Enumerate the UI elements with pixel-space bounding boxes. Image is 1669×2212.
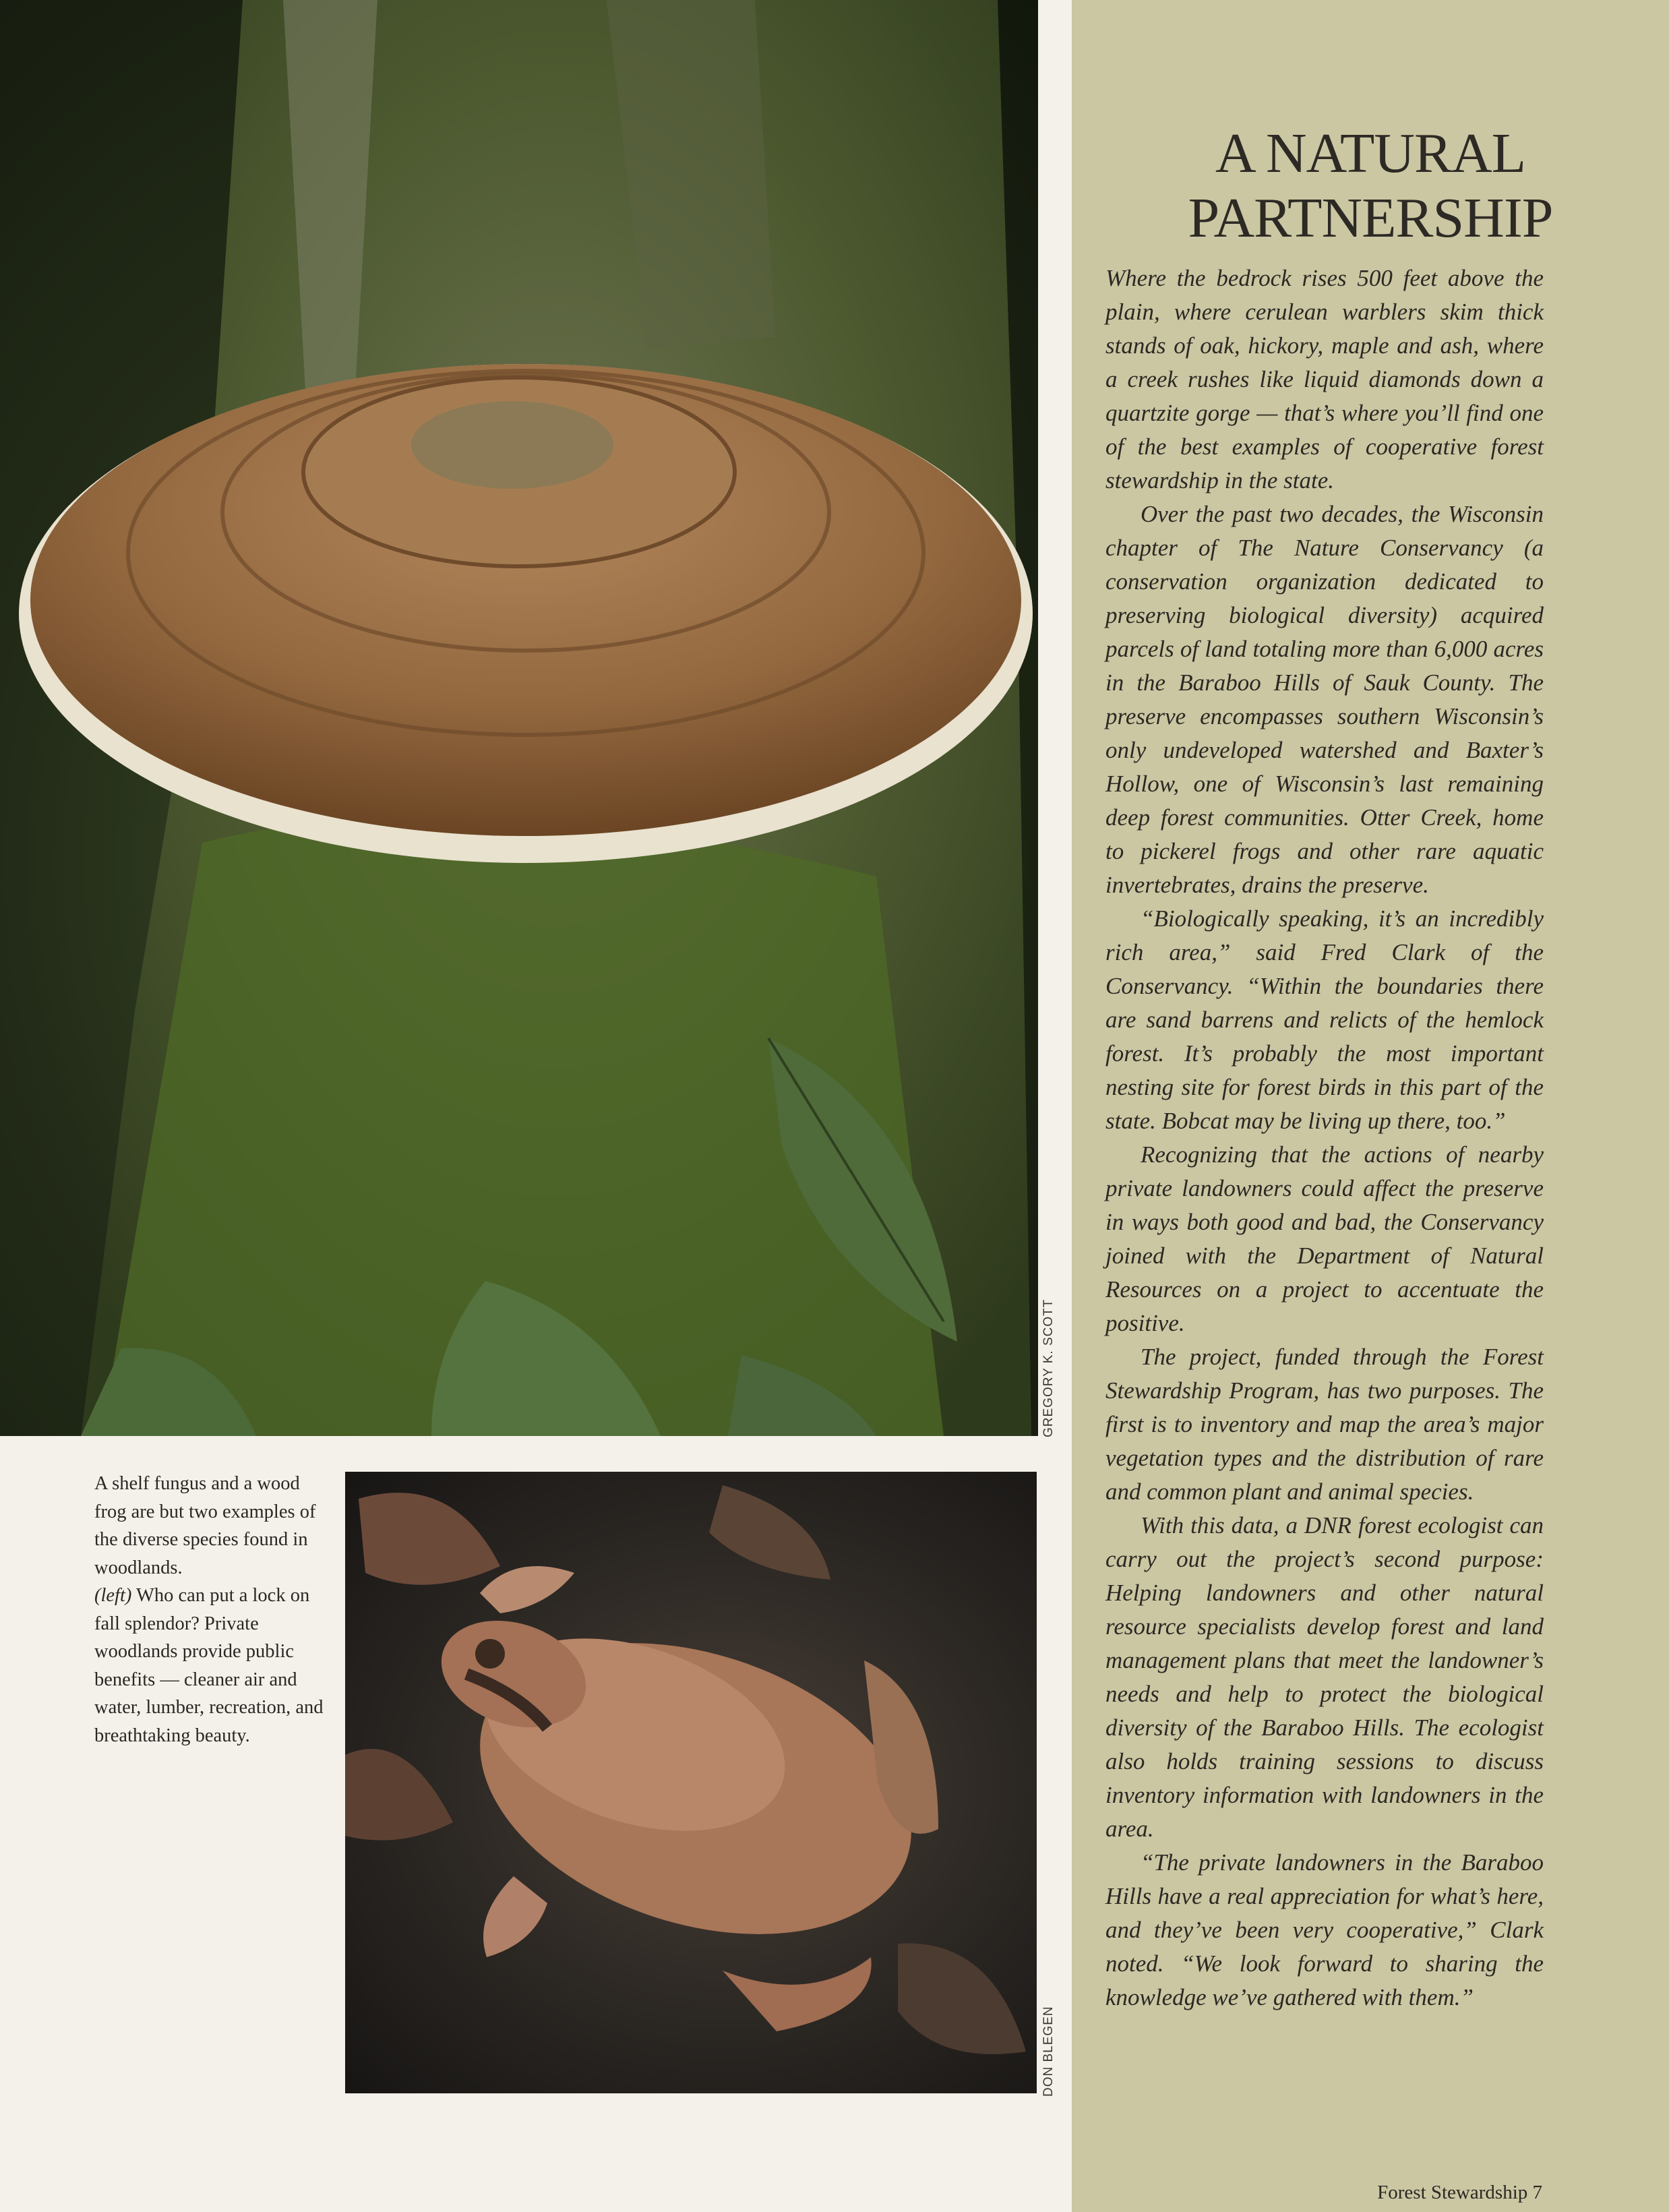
article-paragraph-3: “Biologically speaking, it’s an incredibly rich area,” said Fred Clark of the Conservancy. “Within the boundaries there are sand barrens and relicts of the hemlock forest. It’s probably the most important nesting site for forest birds in this part of the state. Bobcat may be living up there, too.”: [1105, 905, 1544, 1134]
wood-frog-photo: [345, 1472, 1037, 2093]
article-paragraph-7: “The private landowners in the Baraboo Hills have a real appreciation for what’s here, and they’ve been very cooperative,” Clark noted. “We look forward to sharing the knowledge we’ve gathered with them.”: [1105, 1849, 1544, 2010]
article-paragraph-6: With this data, a DNR forest ecologist can carry out the project’s second purpose: Helping landowners and other natural resource specialists develop forest and land management plans that meet the landowner’s needs and help to protect the biological diversity of the Baraboo Hills. The ecologist also holds training sessions to discuss inventory information with landowners in the area.: [1105, 1512, 1544, 1842]
photo-credit-blegen: DON BLEGEN: [1041, 2006, 1056, 2097]
photo-credit-scott: GREGORY K. SCOTT: [1041, 1298, 1056, 1437]
article-paragraph-5: The project, funded through the Forest Stewardship Program, has two purposes. The first is to inventory and map the area’s major vegetation types and the distribution of rare and common plant and animal species.: [1105, 1344, 1544, 1505]
article-paragraph-2: Over the past two decades, the Wisconsin chapter of The Nature Conservancy (a conservation organization dedicated to preserving biological diversity) acquired parcels of land totaling more than 6,000 acres in the Baraboo Hills of Sauk County. The preserve encompasses southern Wisconsin’s only undeveloped watershed and Baxter’s Hollow, one of Wisconsin’s last remaining deep forest communities. Otter Creek, home to pickerel frogs and other rare aquatic invertebrates, drains the preserve.: [1105, 501, 1544, 898]
article-body: [1105, 262, 1544, 2014]
shelf-fungus-photo: [0, 0, 1038, 1436]
shelf-fungus-illustration: [0, 0, 1038, 1436]
caption-line-1: A shelf fungus and a wood frog are but two examples of the diverse species found in woodlands.: [94, 1473, 316, 1578]
photo-caption: [94, 1470, 332, 1750]
page-folio: Forest Stewardship 7: [1377, 2182, 1542, 2203]
caption-line-2: [94, 1582, 332, 1750]
caption-left-marker: (left): [94, 1585, 132, 1606]
article-paragraph-4: Recognizing that the actions of nearby private landowners could affect the preserve in ways both good and bad, the Conservancy joined with the Department of Natural Resources on a project to accentuate the positive.: [1105, 1141, 1544, 1336]
article-paragraph-1: Where the bedrock rises 500 feet above the plain, where cerulean warblers skim thick stands of oak, hickory, maple and ash, where a creek rushes like liquid diamonds down a quartzite gorge — that’s where you’ll find one of the best examples of cooperative forest stewardship in the state.: [1105, 265, 1544, 494]
article-title: A NATURAL PARTNERSHIP: [1188, 122, 1553, 249]
caption-line-2-text: Who can put a lock on fall splendor? Private woodlands provide public benefits — cleaner air and water, lumber, recreation, and breathtaking beauty.: [94, 1585, 324, 1746]
wood-frog-illustration: [345, 1472, 1037, 2093]
